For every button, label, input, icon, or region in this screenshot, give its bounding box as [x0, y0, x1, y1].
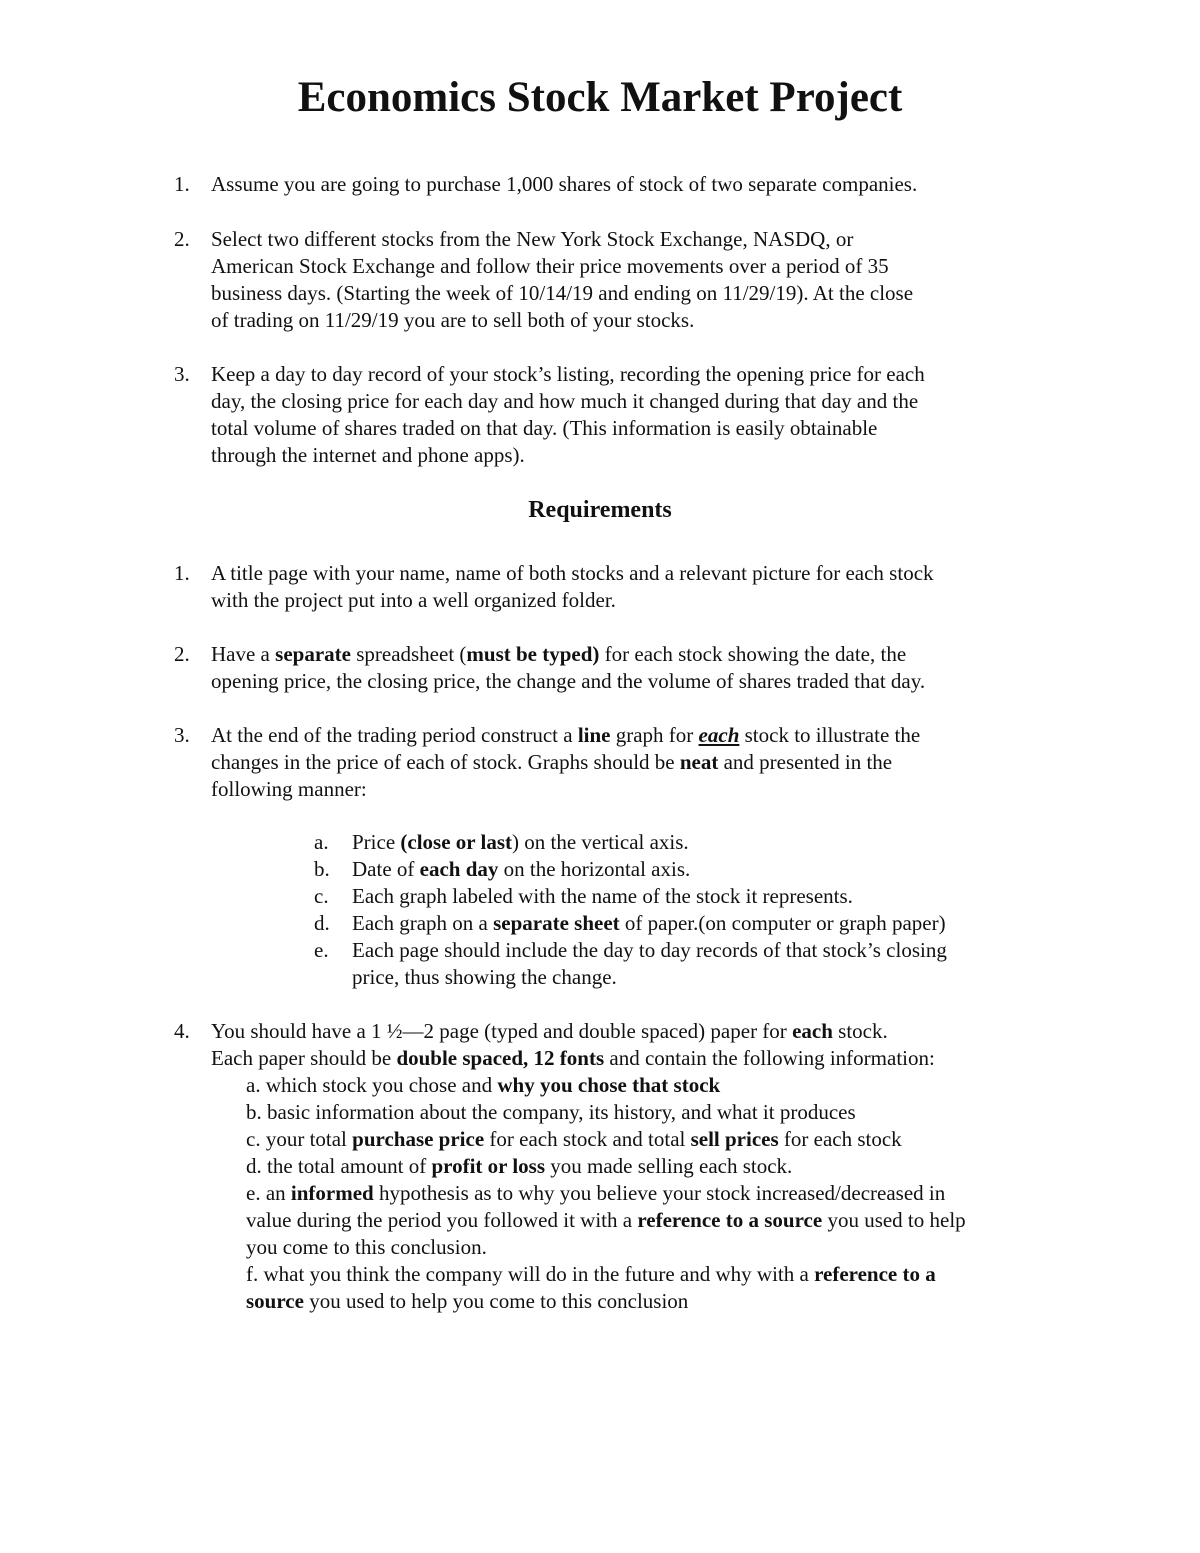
text-run: a. which stock you chose and: [246, 1073, 498, 1097]
bold-text: purchase price: [352, 1127, 485, 1151]
list-number: 3.: [174, 362, 190, 386]
text-line: [246, 1180, 1066, 1207]
text-run: Each graph on a: [352, 911, 494, 935]
list-text: [211, 361, 1061, 469]
text-run: you made selling each stock.: [545, 1154, 793, 1178]
text-run: stock to illustrate the: [739, 723, 921, 747]
text-run: for each stock: [778, 1127, 902, 1151]
bold-text: each: [792, 1019, 833, 1043]
bold-text: sell prices: [690, 1127, 779, 1151]
text-run: graph for: [610, 723, 699, 747]
text-run: You should have a 1 ½—2 page (typed and double spaced) paper for: [211, 1019, 793, 1043]
text-line: you come to this conclusion.: [246, 1235, 487, 1259]
list-letter: c.: [314, 884, 329, 908]
list-text: [352, 910, 1042, 937]
text-run: you used to help you come to this conclusion: [303, 1289, 689, 1313]
page-title: Economics Stock Market Project: [297, 74, 903, 121]
text-run: value during the period you followed it with a: [246, 1208, 638, 1232]
text-line: [211, 1045, 1061, 1072]
bold-text: reference to a: [814, 1262, 936, 1286]
list-number: 2.: [174, 642, 190, 666]
paper-item-f: [246, 1261, 1066, 1315]
bold-text: source: [246, 1289, 304, 1313]
text-line: Keep a day to day record of your stock’s listing, recording the opening price for each: [211, 362, 925, 386]
text-run: Price: [352, 830, 401, 854]
text-line: Each page should include the day to day records of that stock’s closing: [352, 938, 947, 962]
list-number: 2.: [174, 227, 190, 251]
text-line: following manner:: [211, 777, 367, 801]
list-text: Assume you are going to purchase 1,000 shares of stock of two separate companies.: [211, 172, 918, 196]
list-text: [211, 560, 1061, 614]
paper-item-c: [246, 1126, 1066, 1153]
bold-text: (close or last: [400, 830, 512, 854]
list-letter: a.: [314, 830, 329, 854]
text-run: ) on the vertical axis.: [512, 830, 689, 854]
text-run: for each stock showing the date, the: [599, 642, 907, 666]
list-text: [352, 937, 1042, 991]
text-line: business days. (Starting the week of 10/14/19 and ending on 11/29/19). At the close: [211, 281, 914, 305]
text-run: f. what you think the company will do in the future and why with a: [246, 1262, 815, 1286]
bold-text: profit or loss: [431, 1154, 546, 1178]
text-line: with the project put into a well organized folder.: [211, 588, 616, 612]
list-letter: e.: [314, 938, 329, 962]
list-text: [211, 226, 1061, 334]
list-text: [211, 722, 1061, 803]
text-line: day, the closing price for each day and how much it changed during that day and the: [211, 389, 919, 413]
text-line: [211, 1018, 1061, 1045]
text-run: and presented in the: [718, 750, 893, 774]
text-run: d. the total amount of: [246, 1154, 432, 1178]
bold-text: why you chose that stock: [497, 1073, 721, 1097]
list-number: 3.: [174, 723, 190, 747]
bold-text: each day: [419, 857, 499, 881]
list-text: [211, 1018, 1061, 1072]
text-line: Select two different stocks from the New York Stock Exchange, NASDQ, or: [211, 227, 854, 251]
list-number: 1.: [174, 561, 190, 585]
bold-text: double spaced, 12 fonts: [396, 1046, 605, 1070]
paper-item-a: [246, 1072, 1066, 1099]
text-run: spreadsheet (: [350, 642, 467, 666]
text-run: you used to help: [822, 1208, 966, 1232]
text-run: At the end of the trading period construct a: [211, 723, 578, 747]
bold-text: separate: [275, 642, 351, 666]
bold-text: reference to a source: [637, 1208, 823, 1232]
paper-item-b: b. basic information about the company, its history, and what it produces: [246, 1100, 856, 1124]
bold-text: line: [577, 723, 611, 747]
text-line: [211, 749, 1061, 776]
text-line: [246, 1261, 1066, 1288]
text-line: through the internet and phone apps).: [211, 443, 525, 467]
paper-item-e: [246, 1180, 1066, 1261]
bold-text: separate sheet: [493, 911, 620, 935]
text-run: Date of: [352, 857, 420, 881]
emphasized-text: each: [698, 723, 740, 747]
bold-text: must be typed): [466, 642, 600, 666]
bold-text: neat: [679, 750, 719, 774]
requirements-heading: Requirements: [528, 497, 672, 523]
text-run: Have a: [211, 642, 276, 666]
bold-text: informed: [290, 1181, 374, 1205]
text-run: e. an: [246, 1181, 291, 1205]
text-line: A title page with your name, name of both stocks and a relevant picture for each stock: [211, 561, 934, 585]
list-number: 1.: [174, 172, 190, 196]
text-run: changes in the price of each of stock. Graphs should be: [211, 750, 680, 774]
text-line: [246, 1288, 1066, 1315]
text-line: of trading on 11/29/19 you are to sell both of your stocks.: [211, 308, 695, 332]
list-text: [352, 829, 1042, 856]
text-run: Each paper should be: [211, 1046, 397, 1070]
text-run: and contain the following information:: [604, 1046, 935, 1070]
text-run: hypothesis as to why you believe your stock increased/decreased in: [373, 1181, 946, 1205]
text-run: stock.: [832, 1019, 888, 1043]
text-line: opening price, the closing price, the change and the volume of shares traded that day.: [211, 669, 926, 693]
list-number: 4.: [174, 1019, 190, 1043]
text-line: American Stock Exchange and follow their price movements over a period of 35: [211, 254, 889, 278]
paper-item-d: [246, 1153, 1066, 1180]
list-text: [352, 856, 1042, 883]
text-line: [211, 722, 1061, 749]
list-text: Each graph labeled with the name of the stock it represents.: [352, 884, 853, 908]
text-line: [246, 1207, 1066, 1234]
list-text: [211, 641, 1061, 695]
text-run: of paper.(on computer or graph paper): [619, 911, 946, 935]
text-line: [211, 641, 1061, 668]
text-run: on the horizontal axis.: [498, 857, 691, 881]
list-letter: d.: [314, 911, 330, 935]
text-line: total volume of shares traded on that day. (This information is easily obtainable: [211, 416, 878, 440]
list-letter: b.: [314, 857, 330, 881]
text-run: for each stock and total: [484, 1127, 691, 1151]
text-line: price, thus showing the change.: [352, 965, 617, 989]
text-run: c. your total: [246, 1127, 353, 1151]
